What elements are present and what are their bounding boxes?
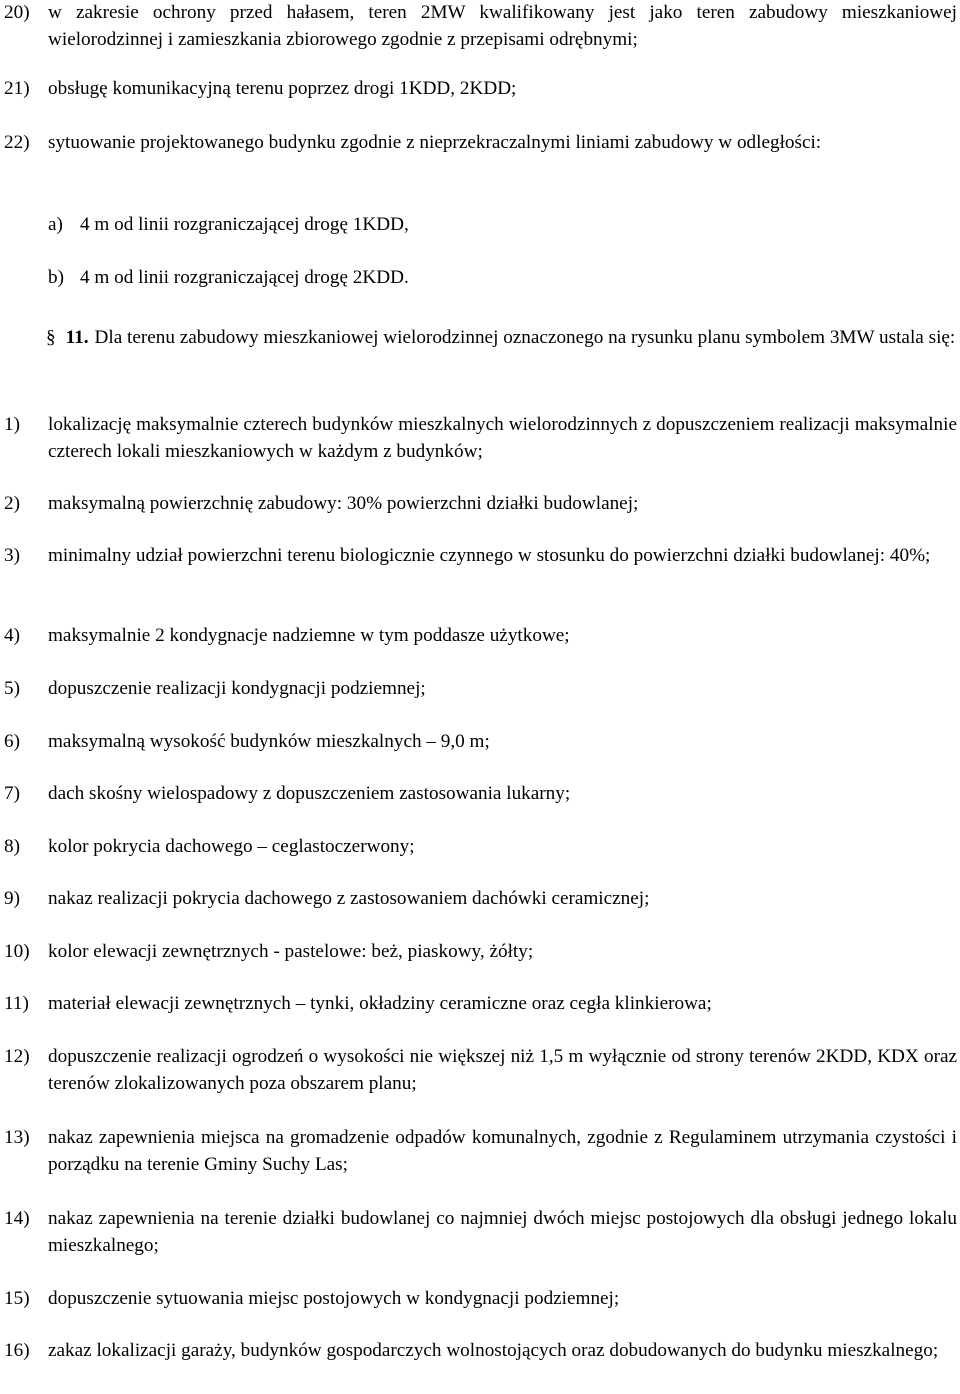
list-item-text: nakaz zapewnienia miejsca na gromadzenie odpadów komunalnych, zgodnie z Regulaminem utrzymania czystości i porządku na terenie Gminy Suchy Las; <box>48 1127 957 1175</box>
list-item-number: 10) <box>4 941 30 962</box>
list-item-text: lokalizację maksymalnie czterech budynków mieszkalnych wielorodzinnych z dopuszczeniem realizacji maksymalnie czterech lokali mieszkaniowych w każdym z budynków; <box>48 414 957 462</box>
list-item-number: 22) <box>4 132 30 153</box>
list-item-text: dach skośny wielospadowy z dopuszczeniem zastosowania lukarny; <box>48 783 571 804</box>
list-item-number: 8) <box>4 836 20 857</box>
list-item-text: dopuszczenie realizacji ogrodzeń o wysokości nie większej niż 1,5 m wyłącznie od strony terenów 2KDD, KDX oraz terenów zlokalizowanych poza obszarem planu; <box>48 1046 957 1094</box>
list-item-text: maksymalną wysokość budynków mieszkalnych – 9,0 m; <box>48 731 490 752</box>
list-item-number: 2) <box>4 493 20 514</box>
list-item-number: 15) <box>4 1288 30 1309</box>
list-item-text: maksymalnie 2 kondygnacje nadziemne w tym poddasze użytkowe; <box>48 625 570 646</box>
list-item <box>0 490 957 517</box>
list-item-text: minimalny udział powierzchni terenu biologicznie czynnego w stosunku do powierzchni działki budowlanej: 40%; <box>48 545 931 566</box>
sub-list-item-text: 4 m od linii rozgraniczającej drogę 2KDD. <box>80 267 409 288</box>
list-item <box>0 728 957 755</box>
list-item <box>0 1285 957 1312</box>
sub-list-item-letter: b) <box>48 267 64 288</box>
list-item-number: 11) <box>4 993 29 1014</box>
list-item <box>0 129 957 156</box>
list-item <box>0 1205 957 1259</box>
list-item <box>0 411 957 465</box>
list-item-number: 4) <box>4 625 20 646</box>
list-item-text: nakaz zapewnienia na terenie działki budowlanej co najmniej dwóch miejsc postojowych dla obsługi jednego lokalu mieszkalnego; <box>48 1208 957 1256</box>
list-item-number: 7) <box>4 783 20 804</box>
list-item <box>0 938 957 965</box>
list-item <box>0 990 957 1017</box>
list-item-text: maksymalną powierzchnię zabudowy: 30% powierzchni działki budowlanej; <box>48 493 639 514</box>
sub-list-item-letter: a) <box>48 214 63 235</box>
list-item <box>0 885 957 912</box>
list-item <box>0 833 957 860</box>
list-item <box>0 622 957 649</box>
sub-list-item <box>48 211 957 238</box>
section-number: 11. <box>65 327 89 348</box>
list-item-number: 13) <box>4 1127 30 1148</box>
list-item <box>0 542 957 569</box>
list-item-number: 20) <box>4 2 30 23</box>
list-item-number: 1) <box>4 414 20 435</box>
list-item-text: nakaz realizacji pokrycia dachowego z zastosowaniem dachówki ceramicznej; <box>48 888 650 909</box>
list-item-text: zakaz lokalizacji garaży, budynków gospodarczych wolnostojących oraz dobudowanych do budynku mieszkalnego; <box>48 1340 939 1361</box>
list-item-number: 9) <box>4 888 20 909</box>
list-item-text: kolor pokrycia dachowego – ceglastoczerwony; <box>48 836 415 857</box>
list-item-number: 6) <box>4 731 20 752</box>
list-item <box>0 1337 957 1364</box>
list-item <box>0 0 957 53</box>
section-sign: § <box>46 327 56 348</box>
sub-list-item-text: 4 m od linii rozgraniczającej drogę 1KDD, <box>80 214 409 235</box>
list-item <box>0 675 957 702</box>
list-item-number: 16) <box>4 1340 30 1361</box>
list-item-number: 5) <box>4 678 20 699</box>
list-item-number: 12) <box>4 1046 30 1067</box>
list-item-number: 3) <box>4 545 20 566</box>
sub-list-item <box>48 264 957 291</box>
list-item <box>0 1124 957 1178</box>
list-item-text: w zakresie ochrony przed hałasem, teren 2MW kwalifikowany jest jako teren zabudowy mieszkaniowej wielorodzinnej i zamieszkania zbiorowego zgodnie z przepisami odrębnymi; <box>48 2 957 50</box>
list-item-text: materiał elewacji zewnętrznych – tynki, okładziny ceramiczne oraz cegła klinkierowa; <box>48 993 712 1014</box>
list-item <box>0 75 957 102</box>
list-item <box>0 780 957 807</box>
list-item <box>0 1043 957 1097</box>
list-item-number: 14) <box>4 1208 30 1229</box>
section-paragraph <box>8 324 957 351</box>
section-text: Dla terenu zabudowy mieszkaniowej wielorodzinnej oznaczonego na rysunku planu symbolem 3MW ustala się: <box>94 327 956 348</box>
list-item-text: sytuowanie projektowanego budynku zgodnie z nieprzekraczalnymi liniami zabudowy w odległości: <box>48 132 822 153</box>
list-item-text: dopuszczenie sytuowania miejsc postojowych w kondygnacji podziemnej; <box>48 1288 620 1309</box>
list-item-number: 21) <box>4 78 30 99</box>
list-item-text: dopuszczenie realizacji kondygnacji podziemnej; <box>48 678 426 699</box>
list-item-text: obsługę komunikacyjną terenu poprzez drogi 1KDD, 2KDD; <box>48 78 517 99</box>
list-item-text: kolor elewacji zewnętrznych - pastelowe: beż, piaskowy, żółty; <box>48 941 534 962</box>
